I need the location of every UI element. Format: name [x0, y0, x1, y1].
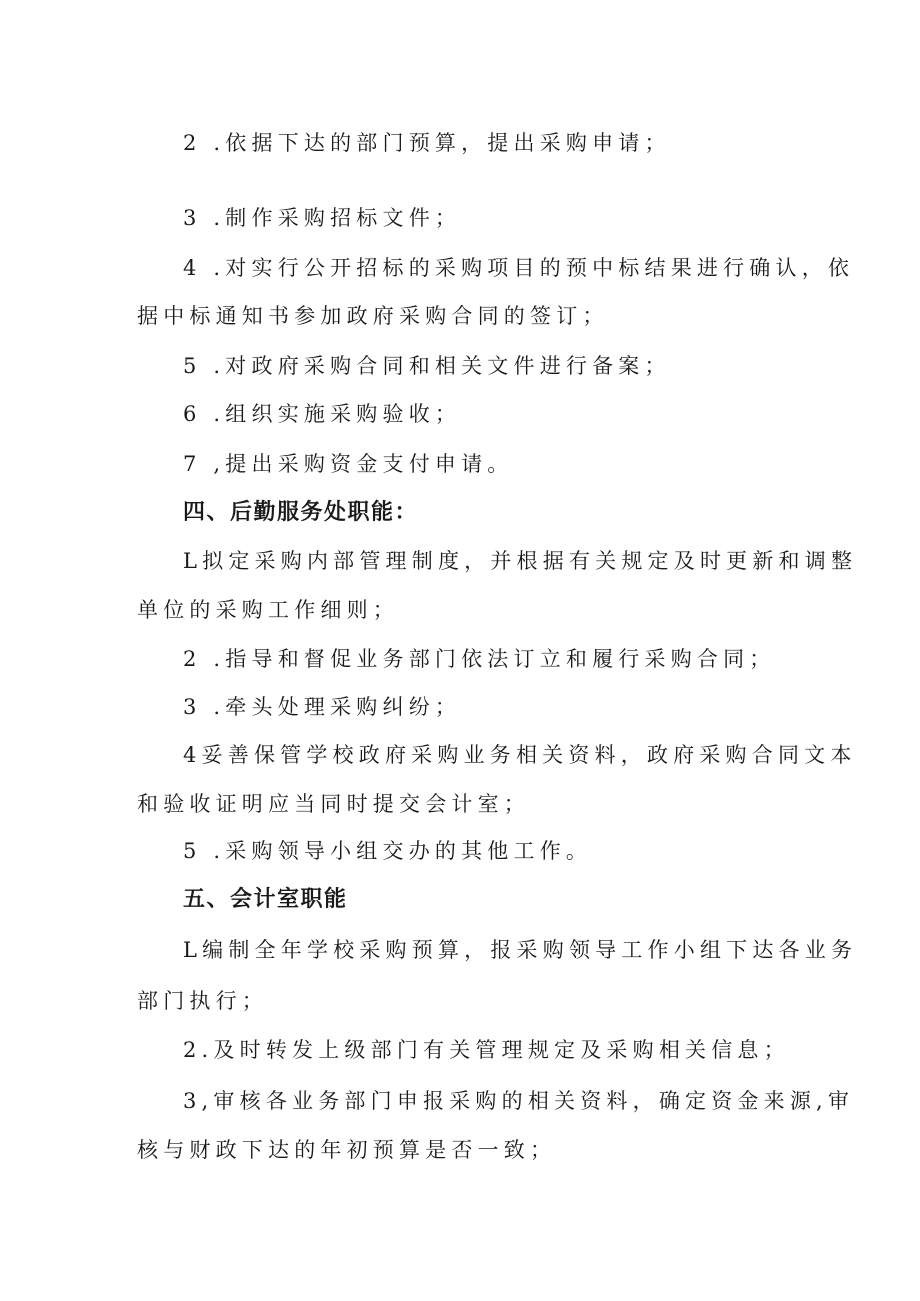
- logistics-item-3: 3 .牵头处理采购纠纷；: [183, 695, 462, 719]
- item-4-bid-confirmation: 4 .对实行公开招标的采购项目的预中标结果进行确认，依: [183, 256, 855, 280]
- accounting-item-2: 2.及时转发上级部门有关管理规定及采购相关信息；: [183, 1038, 790, 1062]
- accounting-item-3: 3,审核各业务部门申报采购的相关资料，确定资金来源,审: [183, 1089, 855, 1113]
- item-5-contract-filing: 5 .对政府采购合同和相关文件进行备案；: [183, 354, 671, 378]
- logistics-item-5: 5 .采购领导小组交办的其他工作。: [183, 839, 593, 863]
- accounting-item-3-continuation: 核与财政下达的年初预算是否一致；: [137, 1138, 557, 1162]
- logistics-item-2: 2 .指导和督促业务部门依法订立和履行采购合同；: [183, 647, 776, 671]
- item-7-payment-request: 7 ,提出采购资金支付申请。: [183, 452, 514, 476]
- item-6-acceptance: 6 .组织实施采购验收；: [183, 402, 462, 426]
- logistics-item-4: 4妥善保管学校政府采购业务相关资料，政府采购合同文本: [183, 743, 857, 767]
- item-4-continuation: 据中标通知书参加政府采购合同的签订；: [137, 304, 609, 328]
- item-2-budget-request: 2 .依据下达的部门预算，提出采购申请；: [183, 131, 671, 155]
- accounting-item-1-continuation: 部门执行；: [137, 989, 268, 1013]
- section-heading-logistics: 四、后勤服务处职能：: [183, 500, 419, 525]
- section-heading-accounting: 五、会计室职能: [183, 887, 348, 912]
- item-3-tender-docs: 3 .制作采购招标文件；: [183, 206, 462, 230]
- logistics-item-1: L拟定采购内部管理制度，并根据有关规定及时更新和调整: [183, 549, 858, 573]
- logistics-item-1-continuation: 单位的采购工作细则；: [137, 598, 399, 622]
- logistics-item-4-continuation: 和验收证明应当同时提交会计室；: [137, 792, 530, 816]
- accounting-item-1: L编制全年学校采购预算，报采购领导工作小组下达各业务: [183, 938, 858, 962]
